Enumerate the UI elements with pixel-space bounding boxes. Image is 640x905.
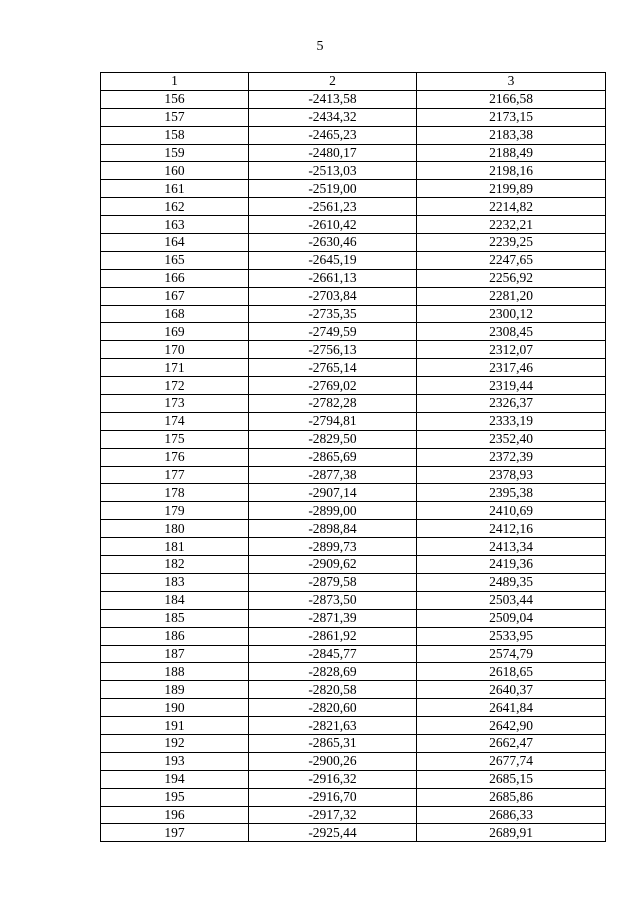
row-number-cell: 162 — [101, 198, 249, 216]
value-col3-cell: 2677,74 — [417, 752, 606, 770]
value-col3-cell: 2214,82 — [417, 198, 606, 216]
value-col3-cell: 2574,79 — [417, 645, 606, 663]
row-number-cell: 178 — [101, 484, 249, 502]
value-col3-cell: 2662,47 — [417, 734, 606, 752]
row-number-cell: 158 — [101, 126, 249, 144]
row-number-cell: 184 — [101, 591, 249, 609]
table-row — [101, 734, 606, 752]
value-col2-cell: -2861,92 — [249, 627, 417, 645]
table-row — [101, 323, 606, 341]
table-row — [101, 162, 606, 180]
value-col2-cell: -2877,38 — [249, 466, 417, 484]
row-number-cell: 174 — [101, 412, 249, 430]
value-col3-cell: 2686,33 — [417, 806, 606, 824]
value-col3-cell: 2640,37 — [417, 681, 606, 699]
value-col3-cell: 2256,92 — [417, 269, 606, 287]
value-col2-cell: -2561,23 — [249, 198, 417, 216]
row-number-cell: 163 — [101, 216, 249, 234]
value-col2-cell: -2480,17 — [249, 144, 417, 162]
row-number-cell: 168 — [101, 305, 249, 323]
value-col2-cell: -2829,50 — [249, 430, 417, 448]
value-col3-cell: 2419,36 — [417, 556, 606, 574]
value-col3-cell: 2410,69 — [417, 502, 606, 520]
value-col3-cell: 2689,91 — [417, 824, 606, 842]
value-col3-cell: 2378,93 — [417, 466, 606, 484]
row-number-cell: 166 — [101, 269, 249, 287]
row-number-cell: 188 — [101, 663, 249, 681]
row-number-cell: 186 — [101, 627, 249, 645]
table-row — [101, 573, 606, 591]
table-row — [101, 538, 606, 556]
row-number-cell: 192 — [101, 734, 249, 752]
value-col3-cell: 2281,20 — [417, 287, 606, 305]
value-col2-cell: -2917,32 — [249, 806, 417, 824]
table-row — [101, 412, 606, 430]
table-body — [101, 90, 606, 841]
table-row — [101, 788, 606, 806]
value-col2-cell: -2434,32 — [249, 108, 417, 126]
table-row — [101, 681, 606, 699]
table-row — [101, 627, 606, 645]
table-row — [101, 144, 606, 162]
row-number-cell: 177 — [101, 466, 249, 484]
table-row — [101, 234, 606, 252]
table-row — [101, 502, 606, 520]
value-col2-cell: -2899,73 — [249, 538, 417, 556]
row-number-cell: 175 — [101, 430, 249, 448]
value-col2-cell: -2519,00 — [249, 180, 417, 198]
value-col3-cell: 2533,95 — [417, 627, 606, 645]
value-col2-cell: -2900,26 — [249, 752, 417, 770]
value-col3-cell: 2247,65 — [417, 251, 606, 269]
value-col2-cell: -2645,19 — [249, 251, 417, 269]
value-col2-cell: -2865,69 — [249, 448, 417, 466]
row-number-cell: 176 — [101, 448, 249, 466]
row-number-cell: 170 — [101, 341, 249, 359]
value-col3-cell: 2326,37 — [417, 395, 606, 413]
row-number-cell: 164 — [101, 234, 249, 252]
table-row — [101, 395, 606, 413]
column-header-1: 1 — [101, 73, 249, 91]
table-row — [101, 269, 606, 287]
table-row — [101, 663, 606, 681]
value-col2-cell: -2820,60 — [249, 699, 417, 717]
table-row — [101, 90, 606, 108]
row-number-cell: 183 — [101, 573, 249, 591]
value-col2-cell: -2610,42 — [249, 216, 417, 234]
value-col2-cell: -2820,58 — [249, 681, 417, 699]
table-header — [101, 73, 606, 91]
table-row — [101, 466, 606, 484]
value-col3-cell: 2685,86 — [417, 788, 606, 806]
row-number-cell: 159 — [101, 144, 249, 162]
table-row — [101, 556, 606, 574]
value-col2-cell: -2735,35 — [249, 305, 417, 323]
value-col2-cell: -2782,28 — [249, 395, 417, 413]
value-col3-cell: 2319,44 — [417, 377, 606, 395]
value-col3-cell: 2173,15 — [417, 108, 606, 126]
value-col3-cell: 2685,15 — [417, 770, 606, 788]
row-number-cell: 182 — [101, 556, 249, 574]
table-row — [101, 251, 606, 269]
value-col2-cell: -2630,46 — [249, 234, 417, 252]
value-col2-cell: -2909,62 — [249, 556, 417, 574]
value-col3-cell: 2188,49 — [417, 144, 606, 162]
row-number-cell: 180 — [101, 520, 249, 538]
value-col2-cell: -2821,63 — [249, 717, 417, 735]
value-col3-cell: 2618,65 — [417, 663, 606, 681]
table-row — [101, 305, 606, 323]
value-col2-cell: -2513,03 — [249, 162, 417, 180]
value-col2-cell: -2756,13 — [249, 341, 417, 359]
value-col2-cell: -2769,02 — [249, 377, 417, 395]
value-col2-cell: -2898,84 — [249, 520, 417, 538]
column-header-3: 3 — [417, 73, 606, 91]
row-number-cell: 156 — [101, 90, 249, 108]
value-col3-cell: 2199,89 — [417, 180, 606, 198]
value-col2-cell: -2871,39 — [249, 609, 417, 627]
value-col2-cell: -2794,81 — [249, 412, 417, 430]
value-col3-cell: 2198,16 — [417, 162, 606, 180]
row-number-cell: 173 — [101, 395, 249, 413]
table-row — [101, 108, 606, 126]
row-number-cell: 197 — [101, 824, 249, 842]
value-col2-cell: -2765,14 — [249, 359, 417, 377]
value-col2-cell: -2465,23 — [249, 126, 417, 144]
header-row — [101, 73, 606, 91]
value-col2-cell: -2749,59 — [249, 323, 417, 341]
value-col3-cell: 2509,04 — [417, 609, 606, 627]
value-col3-cell: 2239,25 — [417, 234, 606, 252]
value-col3-cell: 2300,12 — [417, 305, 606, 323]
row-number-cell: 161 — [101, 180, 249, 198]
row-number-cell: 167 — [101, 287, 249, 305]
value-col3-cell: 2642,90 — [417, 717, 606, 735]
row-number-cell: 172 — [101, 377, 249, 395]
row-number-cell: 160 — [101, 162, 249, 180]
table-row — [101, 770, 606, 788]
value-col2-cell: -2907,14 — [249, 484, 417, 502]
table-row — [101, 591, 606, 609]
value-col3-cell: 2166,58 — [417, 90, 606, 108]
value-col2-cell: -2661,13 — [249, 269, 417, 287]
table-row — [101, 609, 606, 627]
table-row — [101, 824, 606, 842]
table-row — [101, 448, 606, 466]
table-row — [101, 180, 606, 198]
table-row — [101, 198, 606, 216]
value-col2-cell: -2865,31 — [249, 734, 417, 752]
row-number-cell: 189 — [101, 681, 249, 699]
table-row — [101, 377, 606, 395]
value-col3-cell: 2395,38 — [417, 484, 606, 502]
row-number-cell: 169 — [101, 323, 249, 341]
table-row — [101, 341, 606, 359]
row-number-cell: 187 — [101, 645, 249, 663]
table-row — [101, 645, 606, 663]
row-number-cell: 193 — [101, 752, 249, 770]
value-col3-cell: 2232,21 — [417, 216, 606, 234]
value-col3-cell: 2352,40 — [417, 430, 606, 448]
row-number-cell: 157 — [101, 108, 249, 126]
row-number-cell: 185 — [101, 609, 249, 627]
table-row — [101, 484, 606, 502]
value-col2-cell: -2873,50 — [249, 591, 417, 609]
value-col3-cell: 2183,38 — [417, 126, 606, 144]
row-number-cell: 196 — [101, 806, 249, 824]
value-col3-cell: 2413,34 — [417, 538, 606, 556]
value-col3-cell: 2503,44 — [417, 591, 606, 609]
row-number-cell: 165 — [101, 251, 249, 269]
table-row — [101, 287, 606, 305]
value-col3-cell: 2641,84 — [417, 699, 606, 717]
row-number-cell: 194 — [101, 770, 249, 788]
value-col3-cell: 2372,39 — [417, 448, 606, 466]
row-number-cell: 179 — [101, 502, 249, 520]
page-number: 5 — [316, 39, 324, 54]
data-table — [100, 72, 606, 842]
value-col3-cell: 2489,35 — [417, 573, 606, 591]
table-row — [101, 359, 606, 377]
value-col2-cell: -2916,70 — [249, 788, 417, 806]
table-row — [101, 699, 606, 717]
value-col3-cell: 2317,46 — [417, 359, 606, 377]
table-row — [101, 430, 606, 448]
table-row — [101, 806, 606, 824]
column-header-2: 2 — [249, 73, 417, 91]
value-col2-cell: -2879,58 — [249, 573, 417, 591]
value-col2-cell: -2828,69 — [249, 663, 417, 681]
table-row — [101, 717, 606, 735]
table-row — [101, 752, 606, 770]
row-number-cell: 181 — [101, 538, 249, 556]
value-col2-cell: -2413,58 — [249, 90, 417, 108]
value-col3-cell: 2312,07 — [417, 341, 606, 359]
value-col2-cell: -2899,00 — [249, 502, 417, 520]
value-col2-cell: -2845,77 — [249, 645, 417, 663]
value-col3-cell: 2333,19 — [417, 412, 606, 430]
value-col3-cell: 2308,45 — [417, 323, 606, 341]
row-number-cell: 195 — [101, 788, 249, 806]
value-col3-cell: 2412,16 — [417, 520, 606, 538]
table-row — [101, 126, 606, 144]
value-col2-cell: -2925,44 — [249, 824, 417, 842]
table-row — [101, 520, 606, 538]
table-row — [101, 216, 606, 234]
row-number-cell: 190 — [101, 699, 249, 717]
row-number-cell: 191 — [101, 717, 249, 735]
value-col2-cell: -2703,84 — [249, 287, 417, 305]
row-number-cell: 171 — [101, 359, 249, 377]
value-col2-cell: -2916,32 — [249, 770, 417, 788]
